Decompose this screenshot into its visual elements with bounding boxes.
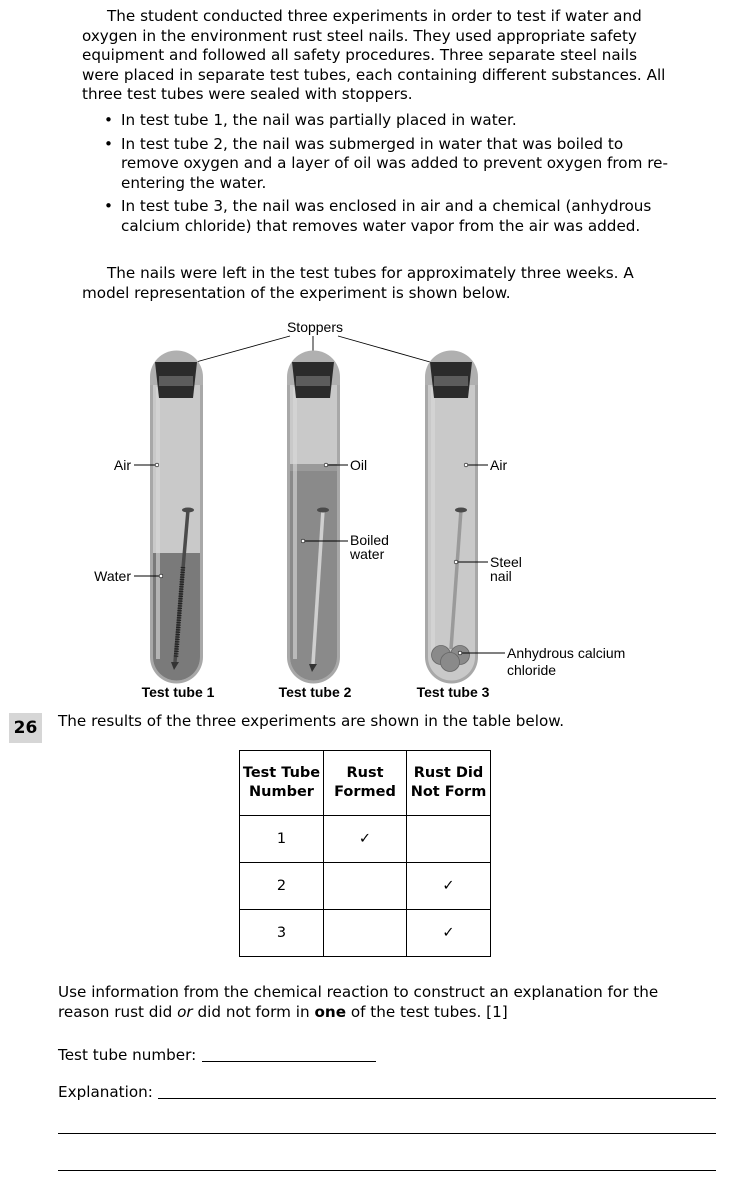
table-row <box>240 863 491 910</box>
steel-nail-label-line-2: nail <box>490 568 512 584</box>
after-bullets-paragraph: The nails were left in the test tubes for approximately three weeks. A model representation of the experiment is shown below. <box>82 264 634 302</box>
question-number: 26 <box>9 713 42 743</box>
rust-formed-check <box>324 863 407 910</box>
tube-2-title: Test tube 2 <box>278 684 352 700</box>
explanation-answer-line[interactable] <box>58 1133 716 1134</box>
water-label: Water <box>94 568 131 584</box>
rust-formed-check: ✓ <box>324 816 407 863</box>
table-header-row <box>240 751 491 816</box>
calcium-chloride-label-line-1: Anhydrous calcium <box>507 645 626 661</box>
results-table <box>239 750 491 957</box>
oil-label: Oil <box>350 457 368 473</box>
explanation-answer-line[interactable] <box>58 1170 716 1171</box>
rust-not-formed-check: ✓ <box>407 863 491 910</box>
air-label-tube-1: Air <box>113 457 131 473</box>
question-text: The results of the three experiments are shown in the table below. <box>58 712 565 730</box>
instruction-text: Use information from the chemical reaction to construct an explanation for the reason rust did or did not form in one of the test tubes. [1] <box>58 983 659 1021</box>
tube-number-cell: 3 <box>240 910 324 957</box>
header-test-tube-number: Test Tube Number <box>240 751 324 816</box>
tube-3-title: Test tube 3 <box>416 684 490 700</box>
boiled-water-label-line-2: water <box>350 546 385 562</box>
procedure-list <box>104 111 669 240</box>
explanation-label: Explanation: <box>58 1083 153 1101</box>
experiment-figure <box>0 312 730 702</box>
explanation-answer-line[interactable] <box>158 1098 716 1099</box>
calcium-chloride-label-line-2: chloride <box>507 662 557 678</box>
test-tube-1 <box>94 351 203 694</box>
list-item: • In test tube 3, the nail was enclosed in air and a chemical (anhydrous calcium chloride) that removes water vapor from the air was added. <box>104 197 669 236</box>
table-row <box>240 816 491 863</box>
steel-nail-label-line-1: Steel <box>490 554 522 570</box>
header-rust-did-not-form: Rust Did Not Form <box>407 751 491 816</box>
test-tube-number-answer-line[interactable] <box>202 1061 376 1062</box>
tube-number-cell: 1 <box>240 816 324 863</box>
stoppers-label: Stoppers <box>286 319 344 335</box>
rust-formed-check <box>324 910 407 957</box>
rust-not-formed-check: ✓ <box>407 910 491 957</box>
test-tube-3 <box>425 351 625 693</box>
header-rust-formed: Rust Formed <box>324 751 407 816</box>
test-tube-number-label: Test tube number: <box>58 1046 197 1064</box>
list-item: • In test tube 2, the nail was submerged in water that was boiled to remove oxygen and a layer of oil was added to prevent oxygen from re-entering the water. <box>104 135 669 194</box>
air-label-tube-3: Air <box>490 457 508 473</box>
tube-1-title: Test tube 1 <box>141 684 215 700</box>
rust-not-formed-check <box>407 816 491 863</box>
table-row <box>240 910 491 957</box>
list-item: • In test tube 1, the nail was partially placed in water. <box>104 111 669 131</box>
boiled-water-label-line-1: Boiled <box>350 532 389 548</box>
intro-paragraph: The student conducted three experiments in order to test if water and oxygen in the environment rust steel nails. They used appropriate safety equipment and followed all safety procedures. Three separate steel nails were placed in separate test tubes, each containing different substances. All three test tubes were sealed with stoppers. <box>82 7 666 103</box>
tube-number-cell: 2 <box>240 863 324 910</box>
test-tube-2 <box>287 351 389 694</box>
